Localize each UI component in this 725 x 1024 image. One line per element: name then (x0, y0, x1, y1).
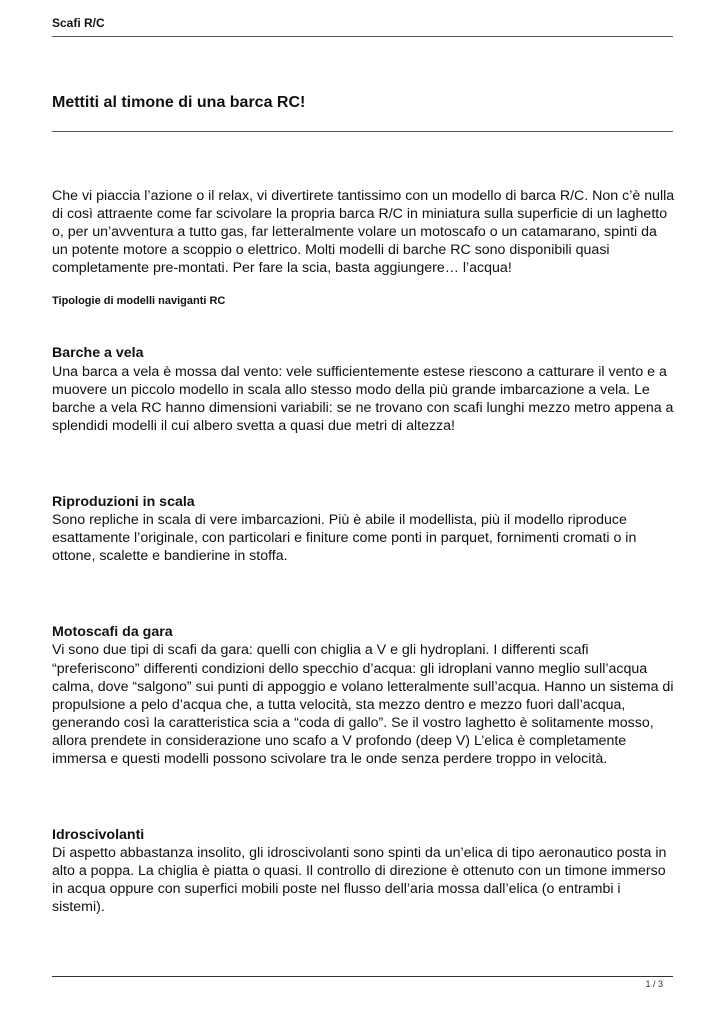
page-number: 1 / 3 (645, 979, 663, 989)
section-subtitle: Tipologie di modelli naviganti RC (52, 295, 226, 308)
article-body (52, 187, 676, 917)
intro-paragraph: Che vi piaccia l’azione o il relax, vi divertirete tantissimo con un modello di barca R/C. Non c’è nulla di così attraente come far scivolare la propria barca R/C in miniatura sulla superficie di un laghetto o, per un’avventura a tutto gas, far letteralmente volare un motoscafo o un catamarano, spinti da un potente motore a scoppio o elettrico. Molti modelli di barche RC sono disponibili quasi completamente pre-montati. Per fare la scia, basta aggiungere… l’acqua! (52, 188, 675, 277)
section-text: Vi sono due tipi di scafi da gara: quelli con chiglia a V e gli hydroplani. I differenti scafi “preferiscono” differenti condizioni dello specchio d’acqua: gli idroplani vanno meglio sull’acqua calma, dove “salgono” sui punti di appoggio e volano letteralmente sull’acqua. Hanno un sistema di propulsione a pelo d’acqua che, a tutta velocità, sta mezzo dentro e mezzo fuori dall’acqua, generando così la caratteristica scia a “coda di gallo”. Se il vostro laghetto è solitamente mosso, allora prendete in considerazione uno scafo a V profondo (deep V) L’elica è completamente immersa e questi modelli possono scivolare tra le onde senza perdere troppo in velocità. (52, 642, 674, 767)
section-sailboats (52, 344, 676, 434)
title-divider (52, 131, 673, 132)
section-heading: Idroscivolanti (52, 827, 145, 844)
section-racing-boats (52, 623, 676, 768)
section-airboats (52, 826, 676, 916)
section-heading: Motoscafi da gara (52, 624, 173, 641)
section-heading: Riproduzioni in scala (52, 493, 195, 510)
section-heading: Barche a vela (52, 345, 144, 362)
footer-divider (52, 976, 673, 977)
section-scale-replicas (52, 493, 676, 565)
page-title: Mettiti al timone di una barca RC! (52, 94, 306, 111)
section-text: Sono repliche in scala di vere imbarcazioni. Più è abile il modellista, più il modello riproduce esattamente l’originale, con particolari e finiture come ponti in parquet, fornimenti cromati o in ottone, scalette e bandierine in stoffa. (52, 512, 637, 565)
section-text: Di aspetto abbastanza insolito, gli idroscivolanti sono spinti da un’elica di tipo aeronautico posta in alto a poppa. La chiglia è piatta o quasi. Il controllo di direzione è ottenuto con un timone immerso in acqua oppure con superfici mobili poste nel flusso dell’aria mossa dall’elica (o entrambi i sistemi). (52, 845, 667, 916)
section-text: Una barca a vela è mossa dal vento: vele sufficientemente estese riescono a catturare il vento e a muovere un piccolo modello in scala allo stesso modo della più grande imbarcazione a vela. Le barche a vela RC hanno dimensioni variabili: se ne trovano con scafi lunghi mezzo metro appena a splendidi modelli il cui albero svetta a quasi due metri di altezza! (52, 363, 674, 434)
running-header: Scafi R/C (52, 16, 105, 30)
header-divider (52, 36, 673, 37)
